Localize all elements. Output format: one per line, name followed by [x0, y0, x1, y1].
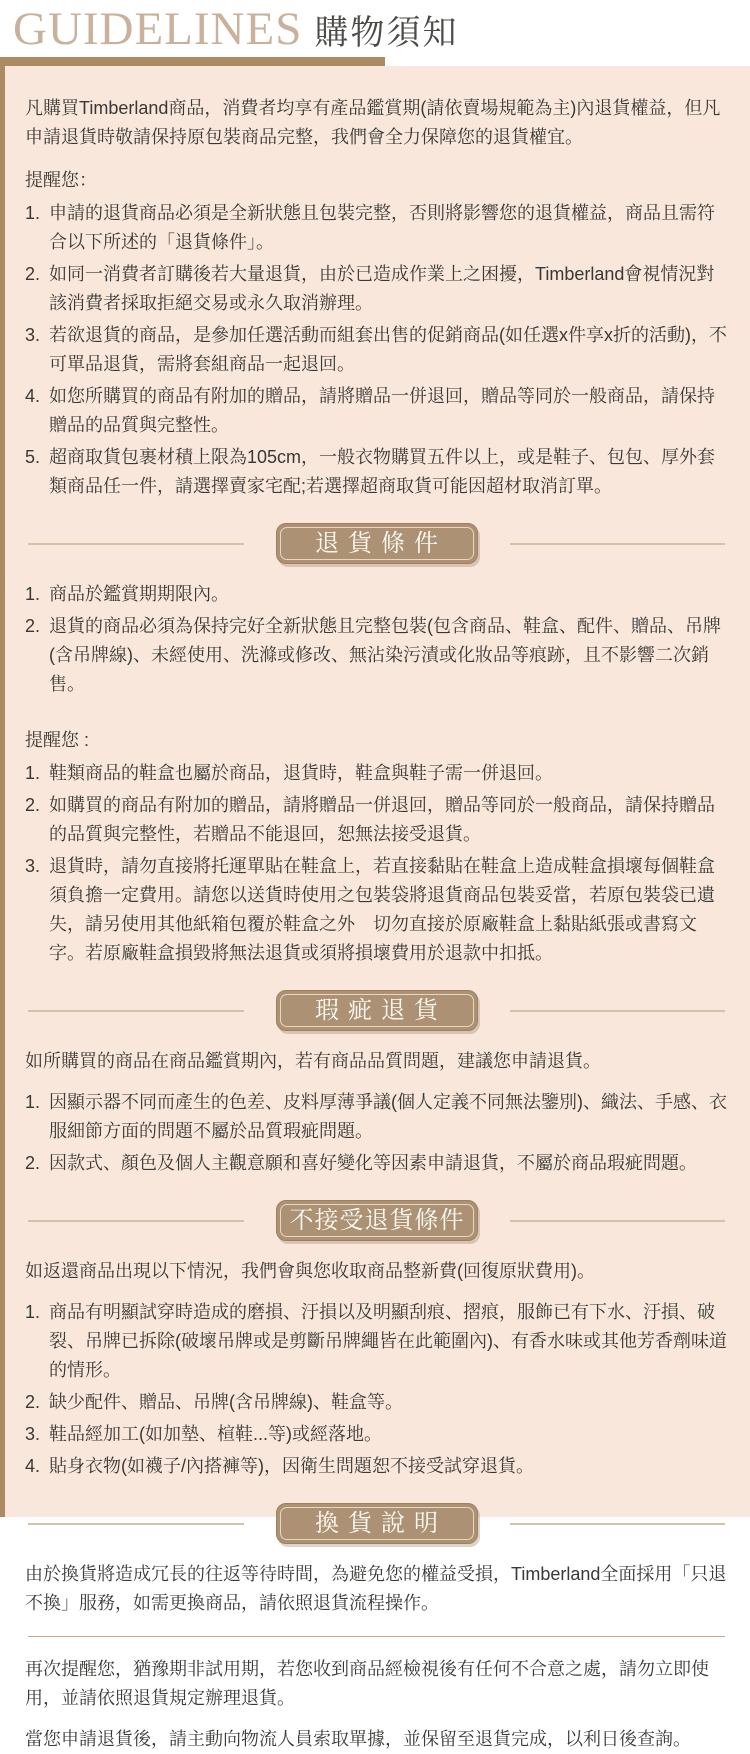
intro-reminder-label: 提醒您：: [25, 170, 97, 190]
guidelines-panel: [0, 66, 750, 1749]
return-conditions-reminder-label: 提醒您 :: [25, 730, 90, 750]
list-item: 4. 如您所購買的商品有附加的贈品，請將贈品一併退回，贈品等同於一般商品，請保持贈品的品質與完整性。: [25, 386, 715, 435]
list-item: 1. 商品於鑑賞期期限內。: [25, 584, 229, 604]
list-item: 1. 申請的退貨商品必須是全新狀態且包裝完整，否則將影響您的退貨權益，商品且需符合以下所述的「退貨條件」。: [25, 203, 715, 252]
list-item: 3. 若欲退貨的商品，是參加任選活動而組套出售的促銷商品(如任選x件享x折的活動)，不可單品退貨，需將套組商品一起退回。: [25, 325, 727, 374]
list-item: 1. 商品有明顯試穿時造成的磨損、汙損以及明顯刮痕、摺痕，服飾已有下水、汙損、破裂、吊牌已拆除(破壞吊牌或是剪斷吊牌繩皆在此範圍內)、有香水味或其他芳香劑味道的情形。: [25, 1302, 727, 1380]
defective-returns-lead: 如所購買的商品在商品鑑賞期內，若有商品品質問題，建議您申請退貨。: [25, 1051, 601, 1071]
section-header-defective-returns: [28, 990, 725, 1031]
list-item: 1. 鞋類商品的鞋盒也屬於商品，退貨時，鞋盒與鞋子需一併退回。: [25, 763, 553, 783]
list-item: 2. 缺少配件、贈品、吊牌(含吊牌線)、鞋盒等。: [25, 1392, 403, 1412]
header-line-left: [28, 1523, 244, 1525]
intro-paragraph: 凡購買Timberland商品，消費者均享有產品鑑賞期(請依賣場規範為主)內退貨權益，但凡申請退貨時敬請保持原包裝商品完整，我們會全力保障您的退貨權宜。: [25, 98, 721, 147]
footer-paragraph-2: 當您申請退貨後，請主動向物流人員索取單據，並保留至退貨完成，以利日後查詢。: [25, 1729, 691, 1749]
page-title-en: GUIDELINES: [13, 3, 303, 55]
return-conditions-reminder-list: [25, 759, 728, 968]
header-line-left: [28, 1010, 244, 1012]
section-title-defective-returns: 瑕疵退貨: [276, 990, 478, 1031]
header-line-right: [510, 1523, 726, 1525]
footer-paragraph-1: 再次提醒您，猶豫期非試用期，若您收到商品經檢視後有任何不合意之處，請勿立即使用，並請依照退貨規定辦理退貨。: [25, 1659, 709, 1708]
section-title-return-conditions: 退貨條件: [276, 523, 478, 564]
section-header-not-accepted: [28, 1200, 725, 1241]
defective-returns-list: [25, 1088, 728, 1178]
section-title-exchange: 換貨說明: [276, 1503, 478, 1544]
list-item: 2. 退貨的商品必須為保持完好全新狀態且完整包裝(包含商品、鞋盒、配件、贈品、吊牌(含吊牌線)、未經使用、洗滌或修改、無沾染污漬或化妝品等痕跡，且不影響二次銷售。: [25, 616, 721, 694]
section-divider: [28, 1636, 725, 1637]
list-item: 4. 貼身衣物(如襪子/內搭褲等)，因衛生問題恕不接受試穿退貨。: [25, 1456, 534, 1476]
list-item: 1. 因顯示器不同而產生的色差、皮料厚薄爭議(個人定義不同無法鑒別)、織法、手感、衣服細節方面的問題不屬於品質瑕疵問題。: [25, 1092, 727, 1141]
header-line-right: [510, 1220, 726, 1222]
section-header-exchange: [28, 1503, 725, 1544]
header-line-right: [510, 543, 726, 545]
section-header-return-conditions: [28, 523, 725, 564]
list-item: 2. 因款式、顏色及個人主觀意願和喜好變化等因素申請退貨，不屬於商品瑕疵問題。: [25, 1153, 697, 1173]
page-title-zh: 購物須知: [314, 14, 459, 52]
header-line-left: [28, 543, 244, 545]
list-item: 3. 鞋品經加工(如加墊、楦鞋...等)或經落地。: [25, 1424, 382, 1444]
title-underline: [0, 57, 385, 66]
header-line-right: [510, 1010, 726, 1012]
list-item: 2. 如購買的商品有附加的贈品，請將贈品一併退回，贈品等同於一般商品，請保持贈品的品質與完整性，若贈品不能退回，恕無法接受退貨。: [25, 795, 715, 844]
not-accepted-lead: 如返還商品出現以下情況，我們會與您收取商品整新費(回復原狀費用)。: [25, 1261, 595, 1281]
intro-list: [25, 199, 728, 501]
return-conditions-list: [25, 580, 728, 699]
page-title: [0, 0, 750, 54]
section-title-not-accepted: 不接受退貨條件: [276, 1200, 478, 1241]
header-line-left: [28, 1220, 244, 1222]
list-item: 3. 退貨時，請勿直接將托運單貼在鞋盒上，若直接黏貼在鞋盒上造成鞋盒損壞每個鞋盒須負擔一定費用。請您以送貨時使用之包裝袋將退貨商品包裝妥當，若原包裝袋已遺失，請另使用其他紙箱包覆於鞋盒之外 切勿直接於原廠鞋盒上黏貼紙張或書寫文字。若原廠鞋盒損毀將無法退貨或須將損壞費用於退款中扣抵。: [25, 856, 715, 963]
list-item: 2. 如同一消費者訂購後若大量退貨，由於已造成作業上之困擾，Timberland會視情況對該消費者採取拒絕交易或永久取消辦理。: [25, 264, 715, 313]
list-item: 5. 超商取貨包裹材積上限為105cm，一般衣物購買五件以上，或是鞋子、包包、厚外套類商品任一件，請選擇賣家宅配;若選擇超商取貨可能因超材取消訂單。: [25, 447, 716, 496]
not-accepted-list: [25, 1298, 728, 1481]
exchange-paragraph: 由於換貨將造成冗長的往返等待時間，為避免您的權益受損，Timberland全面採用「只退不換」服務，如需更換商品，請依照退貨流程操作。: [25, 1564, 727, 1613]
